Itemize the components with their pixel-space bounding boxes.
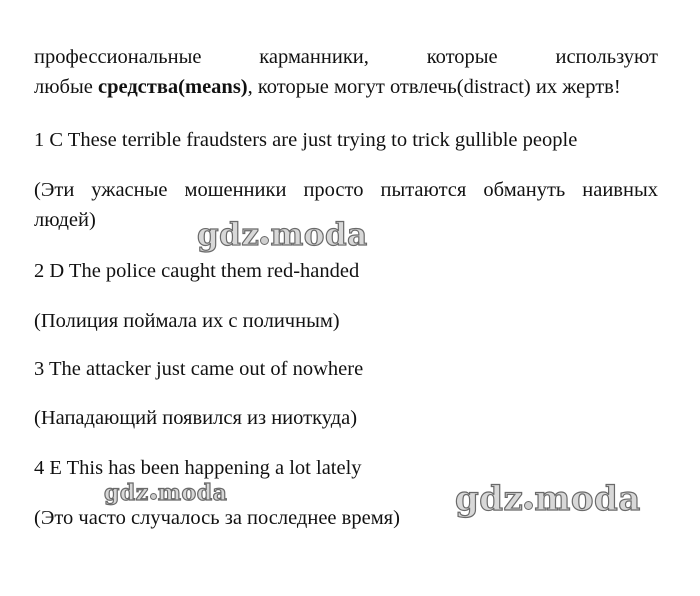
intro-word: которые xyxy=(426,46,498,68)
watermark-gdz-moda-1 xyxy=(197,217,368,253)
item-1-russian-line-2: людей) xyxy=(34,209,96,231)
watermark-dot xyxy=(260,236,269,245)
watermark-right-text: moda xyxy=(270,217,368,253)
intro-word: профессиональные xyxy=(34,46,202,68)
watermark-dot xyxy=(150,493,157,500)
item-3-english: 3 The attacker just came out of nowhere xyxy=(34,358,364,380)
item-2-russian: (Полиция поймала их с поличным) xyxy=(34,310,340,332)
intro-line-1 xyxy=(34,44,658,70)
russian-word: просто xyxy=(303,179,364,201)
russian-word: мошенники xyxy=(184,179,287,201)
intro-bold-term: средства(means) xyxy=(97,76,248,98)
item-4-russian: (Это часто случалось за последнее время) xyxy=(34,507,400,529)
russian-word: ужасные xyxy=(91,179,168,201)
intro-word: карманники, xyxy=(259,46,369,68)
item-1-russian-line-1 xyxy=(34,177,658,203)
watermark-dot xyxy=(524,501,533,510)
russian-word: наивных xyxy=(582,179,658,201)
watermark-gdz-moda-2 xyxy=(104,482,227,504)
russian-word: пытаются xyxy=(380,179,467,201)
watermark-gdz-moda-3 xyxy=(455,479,641,519)
intro-prefix: любые xyxy=(34,76,98,98)
item-4-english: 4 E This has been happening a lot lately xyxy=(34,457,362,479)
item-3-russian: (Нападающий появился из ниоткуда) xyxy=(34,407,358,429)
intro-line-2 xyxy=(34,74,658,100)
watermark-left-text: gdz xyxy=(197,217,260,253)
intro-suffix: , которые могут отвлечь(distract) их жертв! xyxy=(247,76,621,98)
item-1-english: 1 C These terrible fraudsters are just trying to trick gullible people xyxy=(34,129,578,151)
watermark-right-text: moda xyxy=(534,479,641,519)
watermark-left-text: gdz xyxy=(455,479,524,519)
item-2-english: 2 D The police caught them red-handed xyxy=(34,260,360,282)
intro-paragraph xyxy=(34,44,658,100)
watermark-right-text: moda xyxy=(157,480,228,506)
russian-word: (Эти xyxy=(34,179,75,201)
intro-word: используют xyxy=(555,46,658,68)
watermark-left-text: gdz xyxy=(104,480,149,506)
russian-word: обмануть xyxy=(483,179,566,201)
